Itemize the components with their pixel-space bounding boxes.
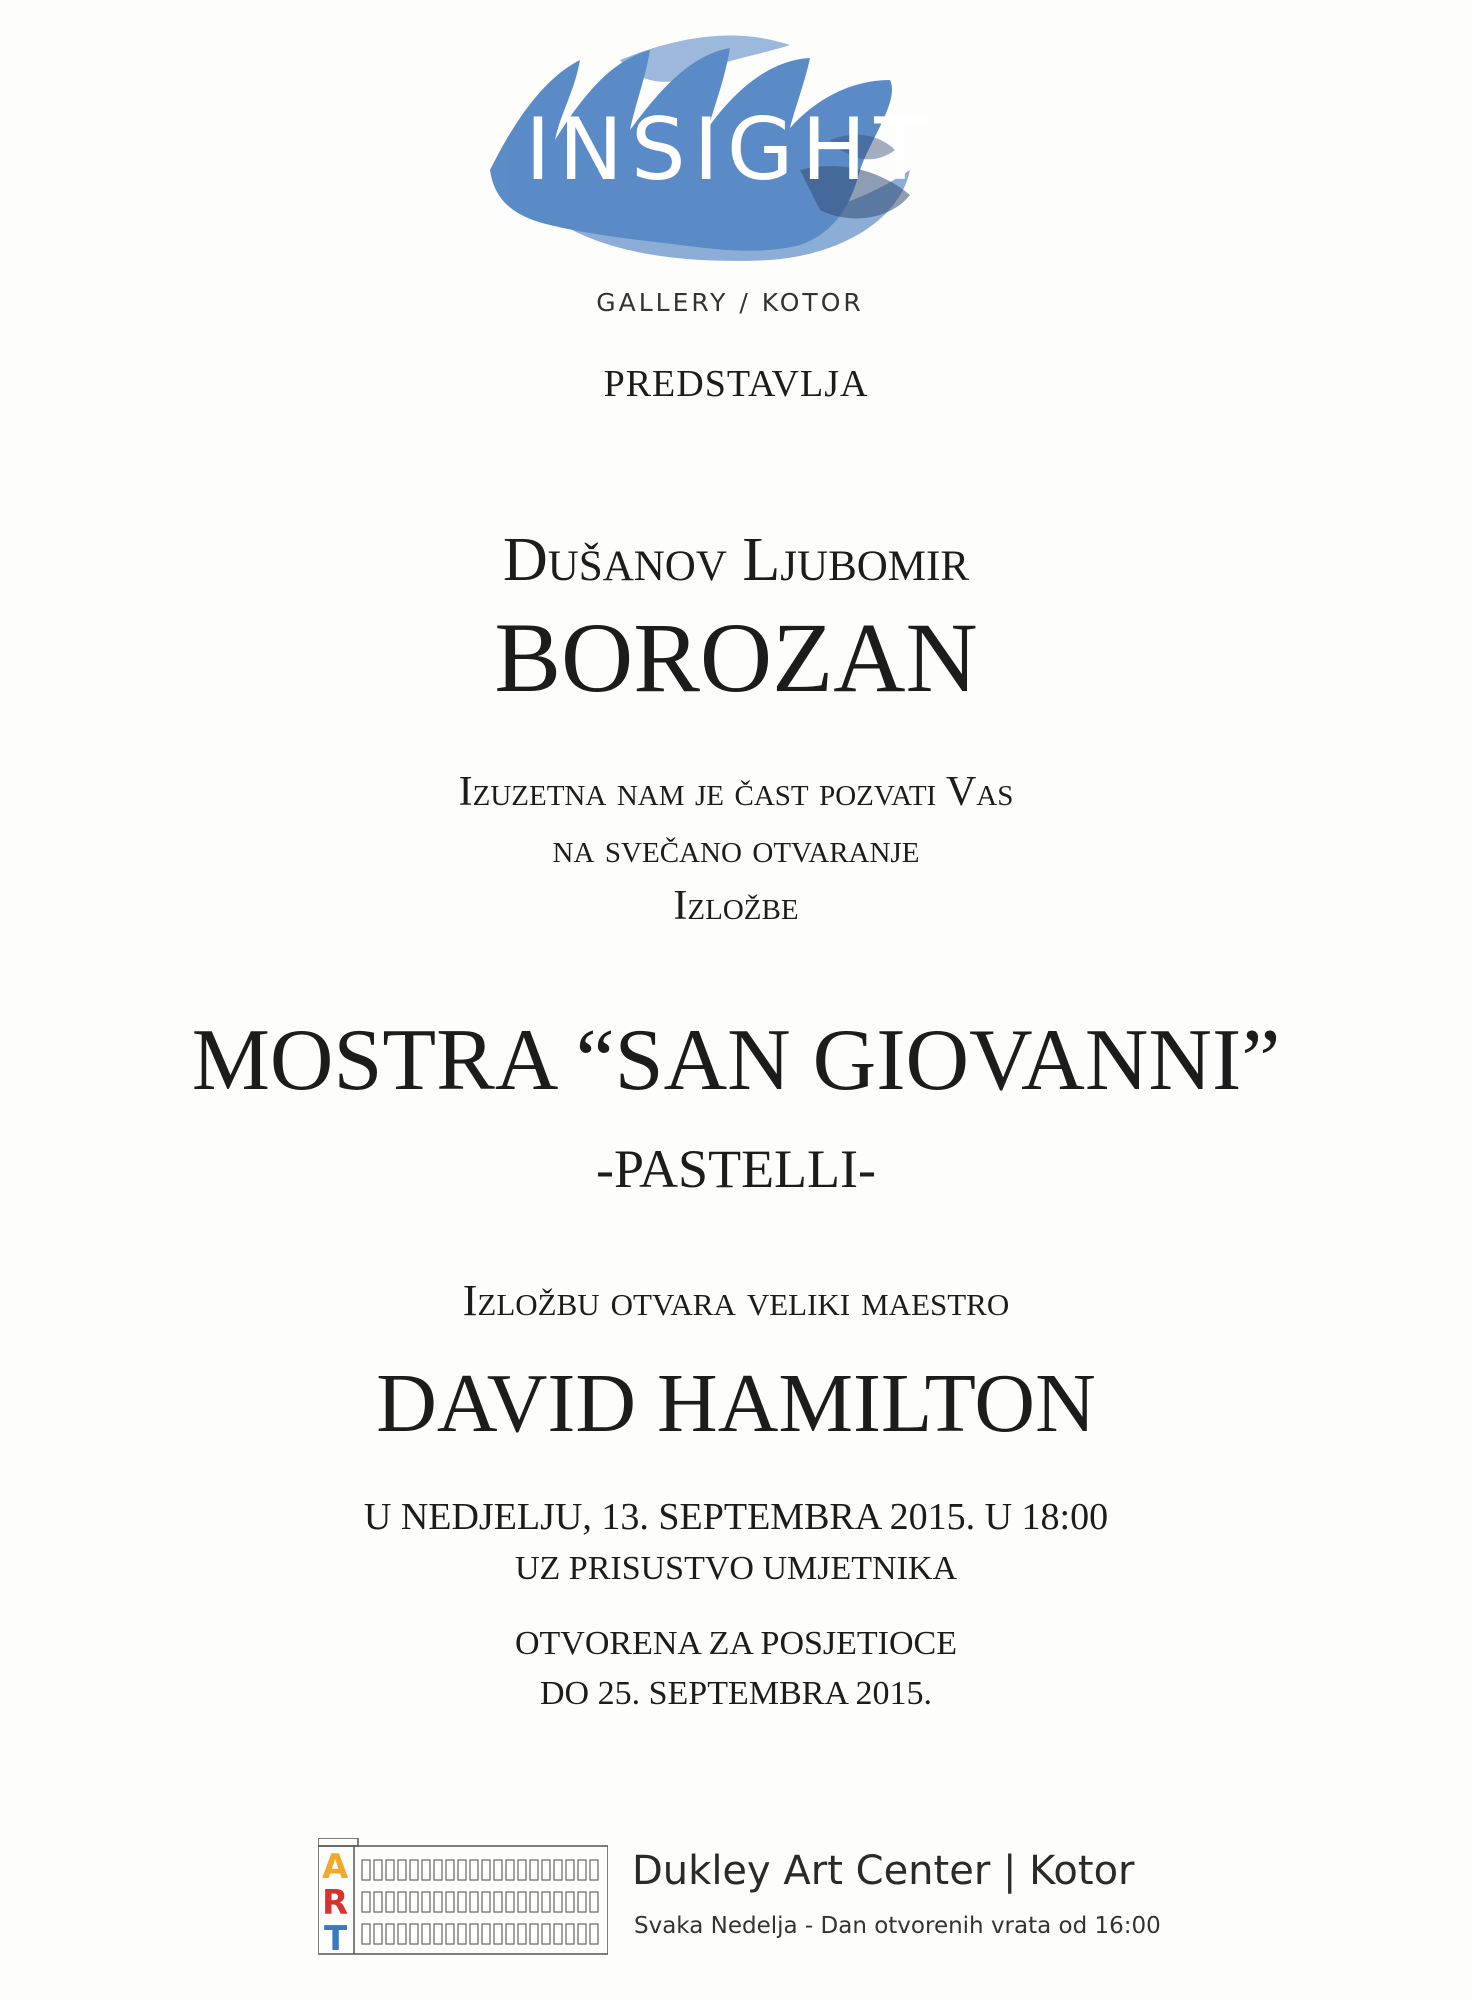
logo-subtitle: GALLERY / KOTOR	[596, 288, 864, 317]
artist-presence-note: UZ PRISUSTVO UMJETNIKA	[514, 1550, 958, 1587]
art-letter-r: R	[322, 1883, 349, 1923]
art-letter-t: T	[324, 1919, 348, 1956]
artist-first-names: Dušanov Ljubomir	[502, 526, 970, 594]
presents-heading: PREDSTAVLJA	[603, 363, 869, 405]
invitation-line: Izuzetna nam je čast pozvati Vas	[458, 769, 1014, 815]
logo-wordmark: INSIGHT	[525, 100, 935, 200]
artist-surname: BOROZAN	[494, 602, 978, 713]
closing-date: DO 25. SEPTEMBRA 2015.	[540, 1675, 932, 1712]
venue-hours: Svaka Nedelja - Dan otvorenih vrata od 16:00	[634, 1913, 1161, 1939]
invitation-line: Izložbe	[673, 883, 799, 929]
insight-gallery-logo	[470, 20, 990, 317]
opening-date: U NEDJELJU, 13. SEPTEMBRA 2015. U 18:00	[363, 1496, 1109, 1538]
dukley-art-center-logo	[318, 1838, 608, 1956]
opener-name: DAVID HAMILTON	[376, 1357, 1096, 1450]
art-letter-a: A	[322, 1847, 349, 1887]
exhibition-title: MOSTRA “SAN GIOVANNI”	[191, 1012, 1281, 1109]
visitor-opening-note: OTVORENA ZA POSJETIOCE	[514, 1625, 958, 1662]
opened-by-line: Izložbu otvara veliki maestro	[462, 1276, 1010, 1325]
exhibition-subtitle: -PASTELLI-	[596, 1139, 876, 1199]
venue-name: Dukley Art Center | Kotor	[632, 1848, 1135, 1894]
invitation-line: na svečano otvaranje	[552, 826, 920, 872]
